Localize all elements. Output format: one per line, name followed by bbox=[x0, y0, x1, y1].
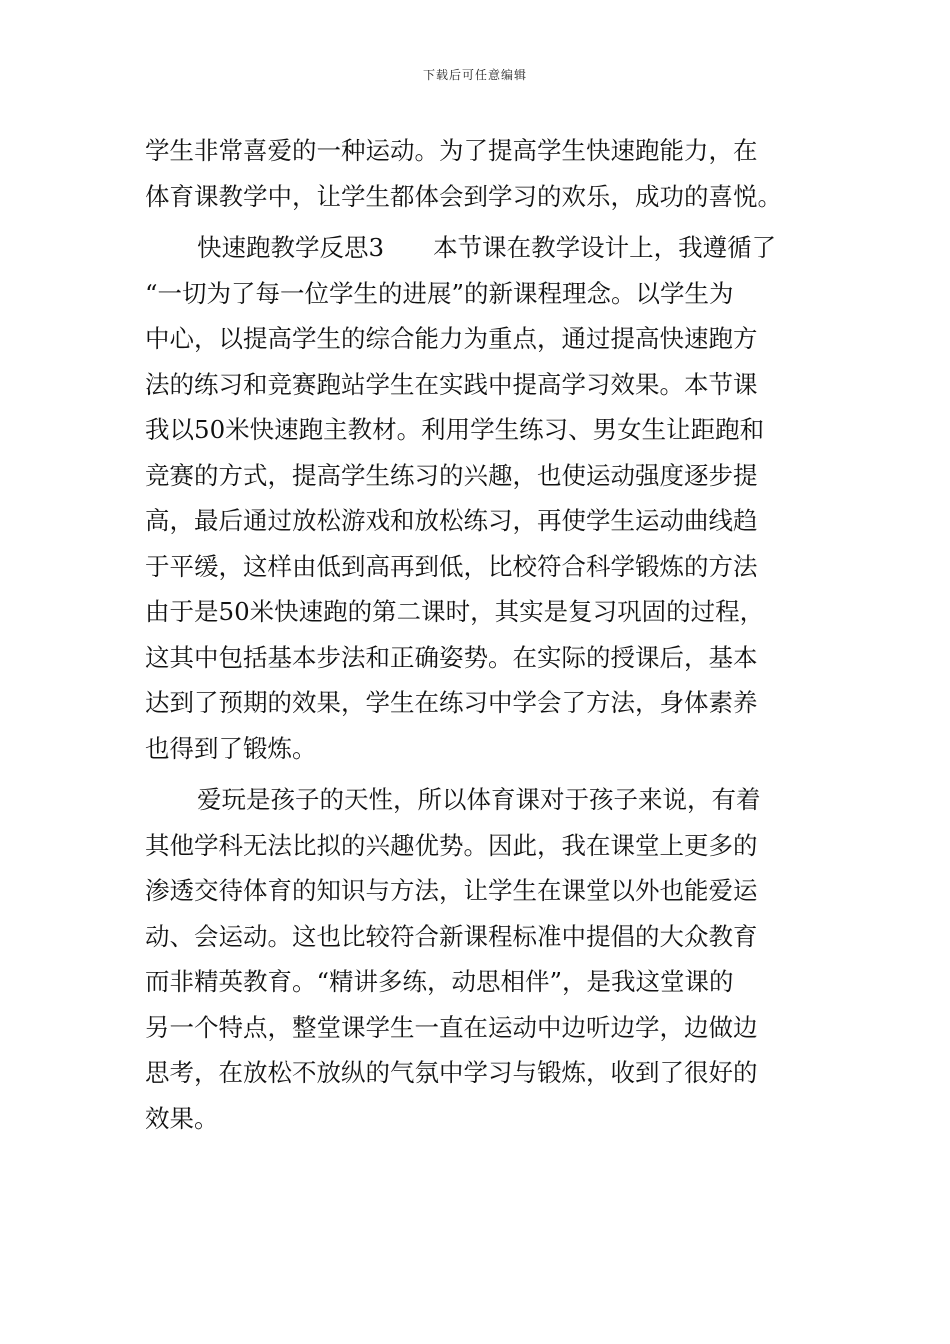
document-body bbox=[145, 128, 809, 1141]
text-line: 也得到了锻炼。 bbox=[145, 733, 317, 763]
text-line: 法的练习和竞赛跑站学生在实践中提高学习效果。本节课 bbox=[145, 369, 758, 399]
text-line: 中心，以提高学生的综合能力为重点，通过提高快速跑方 bbox=[145, 324, 758, 353]
text-line: 效果。 bbox=[145, 1103, 219, 1133]
text-line: 于平缓，这样由低到高再到低，比校符合科学锻炼的方法 bbox=[145, 551, 758, 581]
text-line: 思考，在放松不放纵的气氛中学习与锻炼，收到了很好的 bbox=[145, 1058, 758, 1087]
text-line: 我以50米快速跑主教材。利用学生练习、男女生让距跑和 bbox=[145, 415, 765, 444]
paragraph-3 bbox=[145, 777, 809, 1141]
text-line: 由于是50米快速跑的第二课时，其实是复习巩固的过程， bbox=[145, 597, 765, 626]
text-line: 学生非常喜爱的一种运动。为了提高学生快速跑能力，在 bbox=[145, 136, 758, 165]
text-line: 爱玩是孩子的天性，所以体育课对于孩子来说，有着 bbox=[197, 785, 761, 814]
text-line: “一切为了每一位学生的进展”的新课程理念。以学生为 bbox=[145, 278, 734, 308]
text-line: 高，最后通过放松游戏和放松练习，再使学生运动曲线趋 bbox=[145, 506, 758, 535]
paragraph-1 bbox=[145, 128, 809, 219]
text-line: 达到了预期的效果，学生在练习中学会了方法，身体素养 bbox=[145, 688, 758, 717]
page-header: 下载后可任意编辑 bbox=[422, 68, 527, 82]
text-line: 快速跑教学反思3 本节课在教学设计上，我遵循了 bbox=[197, 233, 777, 262]
text-line: 体育课教学中，让学生都体会到学习的欢乐，成功的喜悦。 bbox=[145, 181, 782, 211]
text-line: 这其中包括基本步法和正确姿势。在实际的授课后，基本 bbox=[145, 642, 758, 672]
text-line: 而非精英教育。“精讲多练，动思相伴”，是我这堂课的 bbox=[145, 967, 734, 996]
text-line: 另一个特点，整堂课学生一直在运动中边听边学，边做边 bbox=[145, 1012, 758, 1042]
text-line: 动、会运动。这也比较符合新课程标准中提倡的大众教育 bbox=[145, 921, 758, 951]
paragraph-2 bbox=[145, 225, 809, 771]
text-line: 竞赛的方式，提高学生练习的兴趣，也使运动强度逐步提 bbox=[145, 460, 758, 490]
text-line: 渗透交待体育的知识与方法，让学生在课堂以外也能爱运 bbox=[145, 876, 758, 905]
text-line: 其他学科无法比拟的兴趣优势。因此，我在课堂上更多的 bbox=[145, 830, 758, 860]
